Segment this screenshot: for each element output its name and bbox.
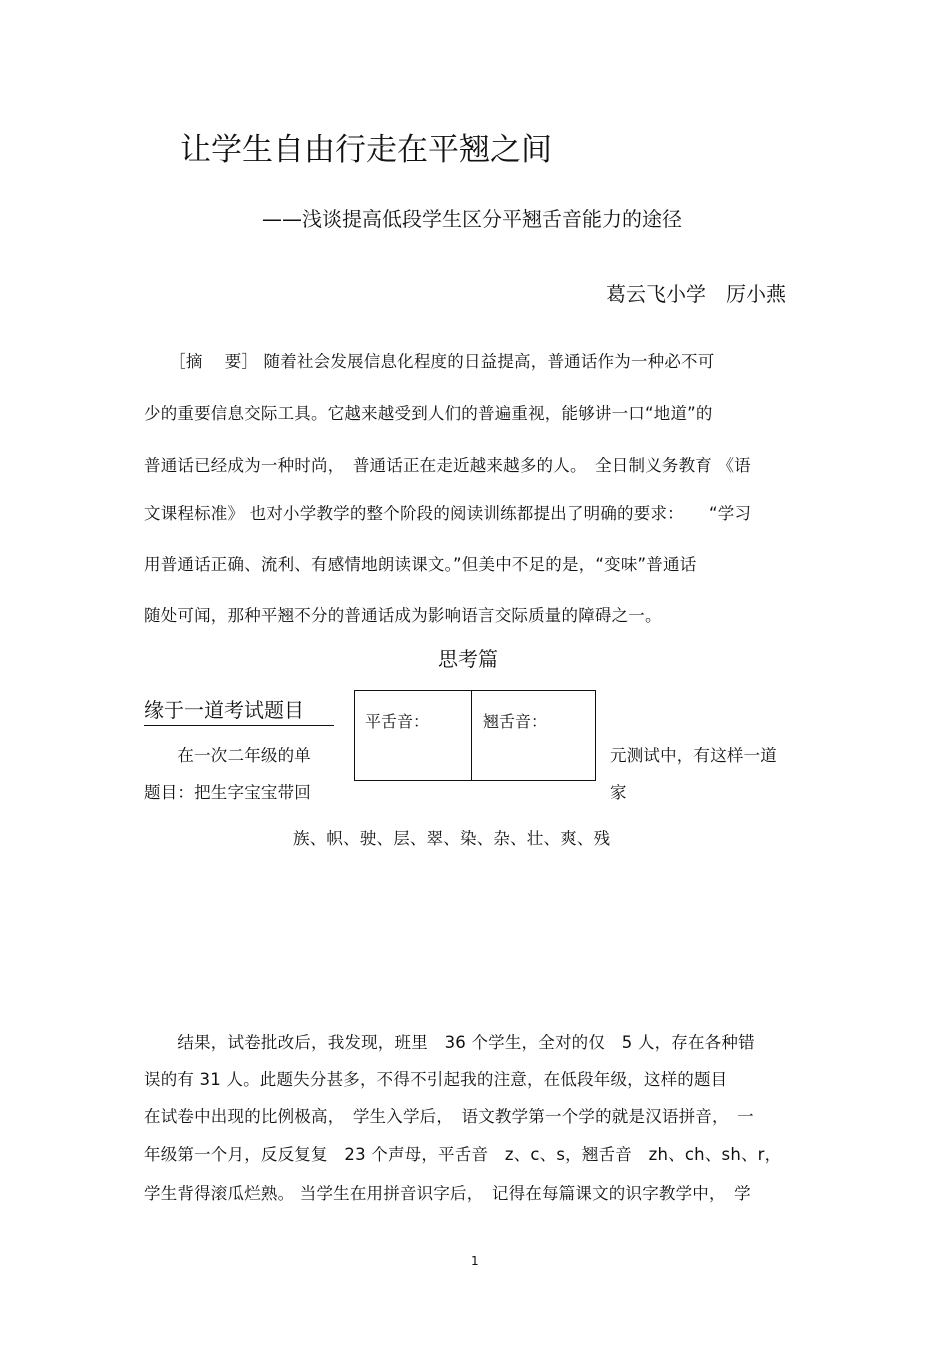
page-number: 1 xyxy=(471,1254,479,1268)
subheading: 缘于一道考试题目 xyxy=(144,694,334,726)
section-title: 思考篇 xyxy=(438,647,498,671)
answer-table xyxy=(354,690,596,781)
document-title: 让学生自由行走在平翘之间 xyxy=(180,132,552,168)
abstract-line: 少的重要信息交际工具。它越来越受到人们的普遍重视，能够讲一口“地道”的 xyxy=(144,404,713,423)
exam-text-left: 在一次二年级的单 xyxy=(144,746,311,765)
abstract-line: 普通话已经成为一种时尚， 普通话正在走近越来越多的人。 全日制义务教育 《语 xyxy=(144,456,751,475)
exam-text-left: 题目：把生字宝宝带回 xyxy=(144,783,311,802)
abstract-line: 用普通话正确、流利、有感情地朗读课文。”但美中不足的是，“变味”普通话 xyxy=(144,555,697,574)
author-line: 葛云飞小学 厉小燕 xyxy=(606,282,786,306)
table-cell-flat: 平舌音： xyxy=(365,712,430,731)
result-line: 误的有 31 人。此题失分甚多，不得不引起我的注意，在低段年级，这样的题目 xyxy=(144,1070,728,1089)
table-divider xyxy=(471,691,472,780)
document-subtitle: ——浅谈提高低段学生区分平翘舌音能力的途径 xyxy=(262,207,682,231)
abstract-line: 随处可闻，那种平翘不分的普通话成为影响语言交际质量的障碍之一。 xyxy=(144,606,662,625)
table-cell-retroflex: 翘舌音： xyxy=(483,712,548,731)
abstract-line: 文课程标准》 也对小学教学的整个阶段的阅读训练都提出了明确的要求： “学习 xyxy=(144,504,752,523)
abstract-line: ［摘 要］ 随着社会发展信息化程度的日益提高，普通话作为一种必不可 xyxy=(144,352,715,371)
exam-text-right: 元测试中，有这样一道 xyxy=(610,746,777,765)
character-list: 族、帜、驶、层、翠、染、杂、壮、爽、残 xyxy=(293,829,611,848)
result-line: 在试卷中出现的比例极高， 学生入学后， 语文教学第一个学的就是汉语拼音， 一 xyxy=(144,1107,754,1126)
result-line: 结果，试卷批改后，我发现，班里 36 个学生，全对的仅 5 人，存在各种错 xyxy=(144,1033,755,1052)
result-line: 年级第一个月，反反复复 23 个声母，平舌音 z、c、s，翘舌音 zh、ch、sh、r， xyxy=(144,1145,782,1164)
exam-text-right: 家 xyxy=(610,783,627,802)
result-line: 学生背得滚瓜烂熟。 当学生在用拼音识字后， 记得在每篇课文的识字教学中， 学 xyxy=(144,1184,751,1203)
